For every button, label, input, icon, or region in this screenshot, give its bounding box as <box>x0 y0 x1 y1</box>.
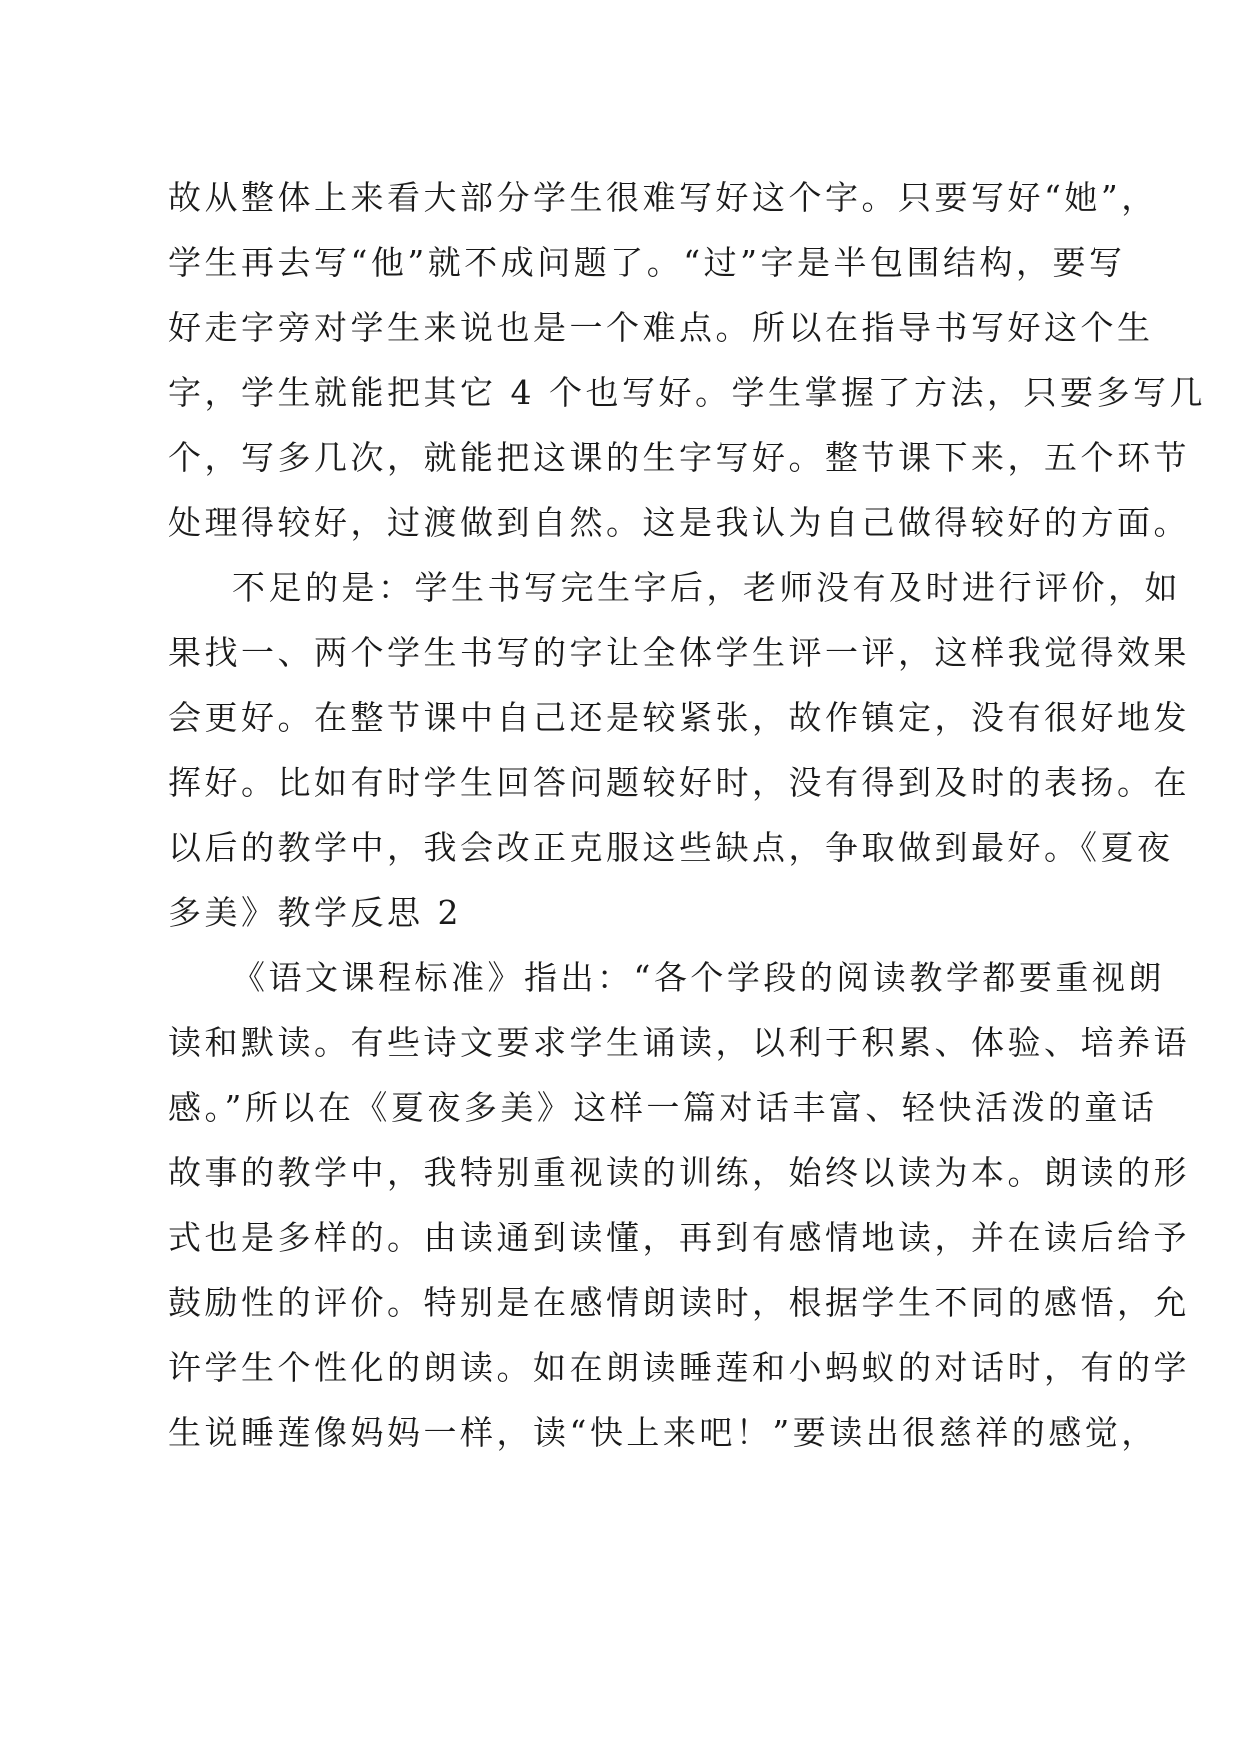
text-line: 生说睡莲像妈妈一样，读“快上来吧！”要读出很慈祥的感觉， <box>168 1413 1158 1452</box>
text-line: 字，学生就能把其它 4 个也写好。学生掌握了方法，只要多写几 <box>168 373 1206 412</box>
text-line: 果找一、两个学生书写的字让全体学生评一评，这样我觉得效果 <box>168 633 1190 672</box>
text-line: 许学生个性化的朗读。如在朗读睡莲和小蚂蚁的对话时，有的学 <box>168 1348 1190 1387</box>
text-line: 个，写多几次，就能把这课的生字写好。整节课下来，五个环节 <box>168 438 1190 477</box>
text-line: 故事的教学中，我特别重视读的训练，始终以读为本。朗读的形 <box>168 1153 1190 1192</box>
text-line: 鼓励性的评价。特别是在感情朗读时，根据学生不同的感悟，允 <box>168 1283 1190 1322</box>
text-line: 感。”所以在《夏夜多美》这样一篇对话丰富、轻快活泼的童话 <box>168 1088 1158 1127</box>
paragraph-start-line: 不足的是：学生书写完生字后，老师没有及时进行评价，如 <box>232 568 1181 607</box>
text-line: 挥好。比如有时学生回答问题较好时，没有得到及时的表扬。在 <box>168 763 1190 802</box>
text-line: 以后的教学中，我会改正克服这些缺点，争取做到最好。《夏夜 <box>168 828 1174 867</box>
paragraph-start-line: 《语文课程标准》指出：“各个学段的阅读教学都要重视朗 <box>232 958 1165 997</box>
text-line: 多美》教学反思 2 <box>168 893 462 932</box>
text-line: 处理得较好，过渡做到自然。这是我认为自己做得较好的方面。 <box>168 503 1190 542</box>
text-line: 好走字旁对学生来说也是一个难点。所以在指导书写好这个生 <box>168 308 1154 347</box>
text-line: 学生再去写“他”就不成问题了。“过”字是半包围结构，要写 <box>168 243 1126 282</box>
text-line: 故从整体上来看大部分学生很难写好这个字。只要写好“她”， <box>168 178 1158 217</box>
text-line: 会更好。在整节课中自己还是较紧张，故作镇定，没有很好地发 <box>168 698 1190 737</box>
text-line: 式也是多样的。由读通到读懂，再到有感情地读，并在读后给予 <box>168 1218 1190 1257</box>
text-line: 读和默读。有些诗文要求学生诵读，以利于积累、体验、培养语 <box>168 1023 1190 1062</box>
